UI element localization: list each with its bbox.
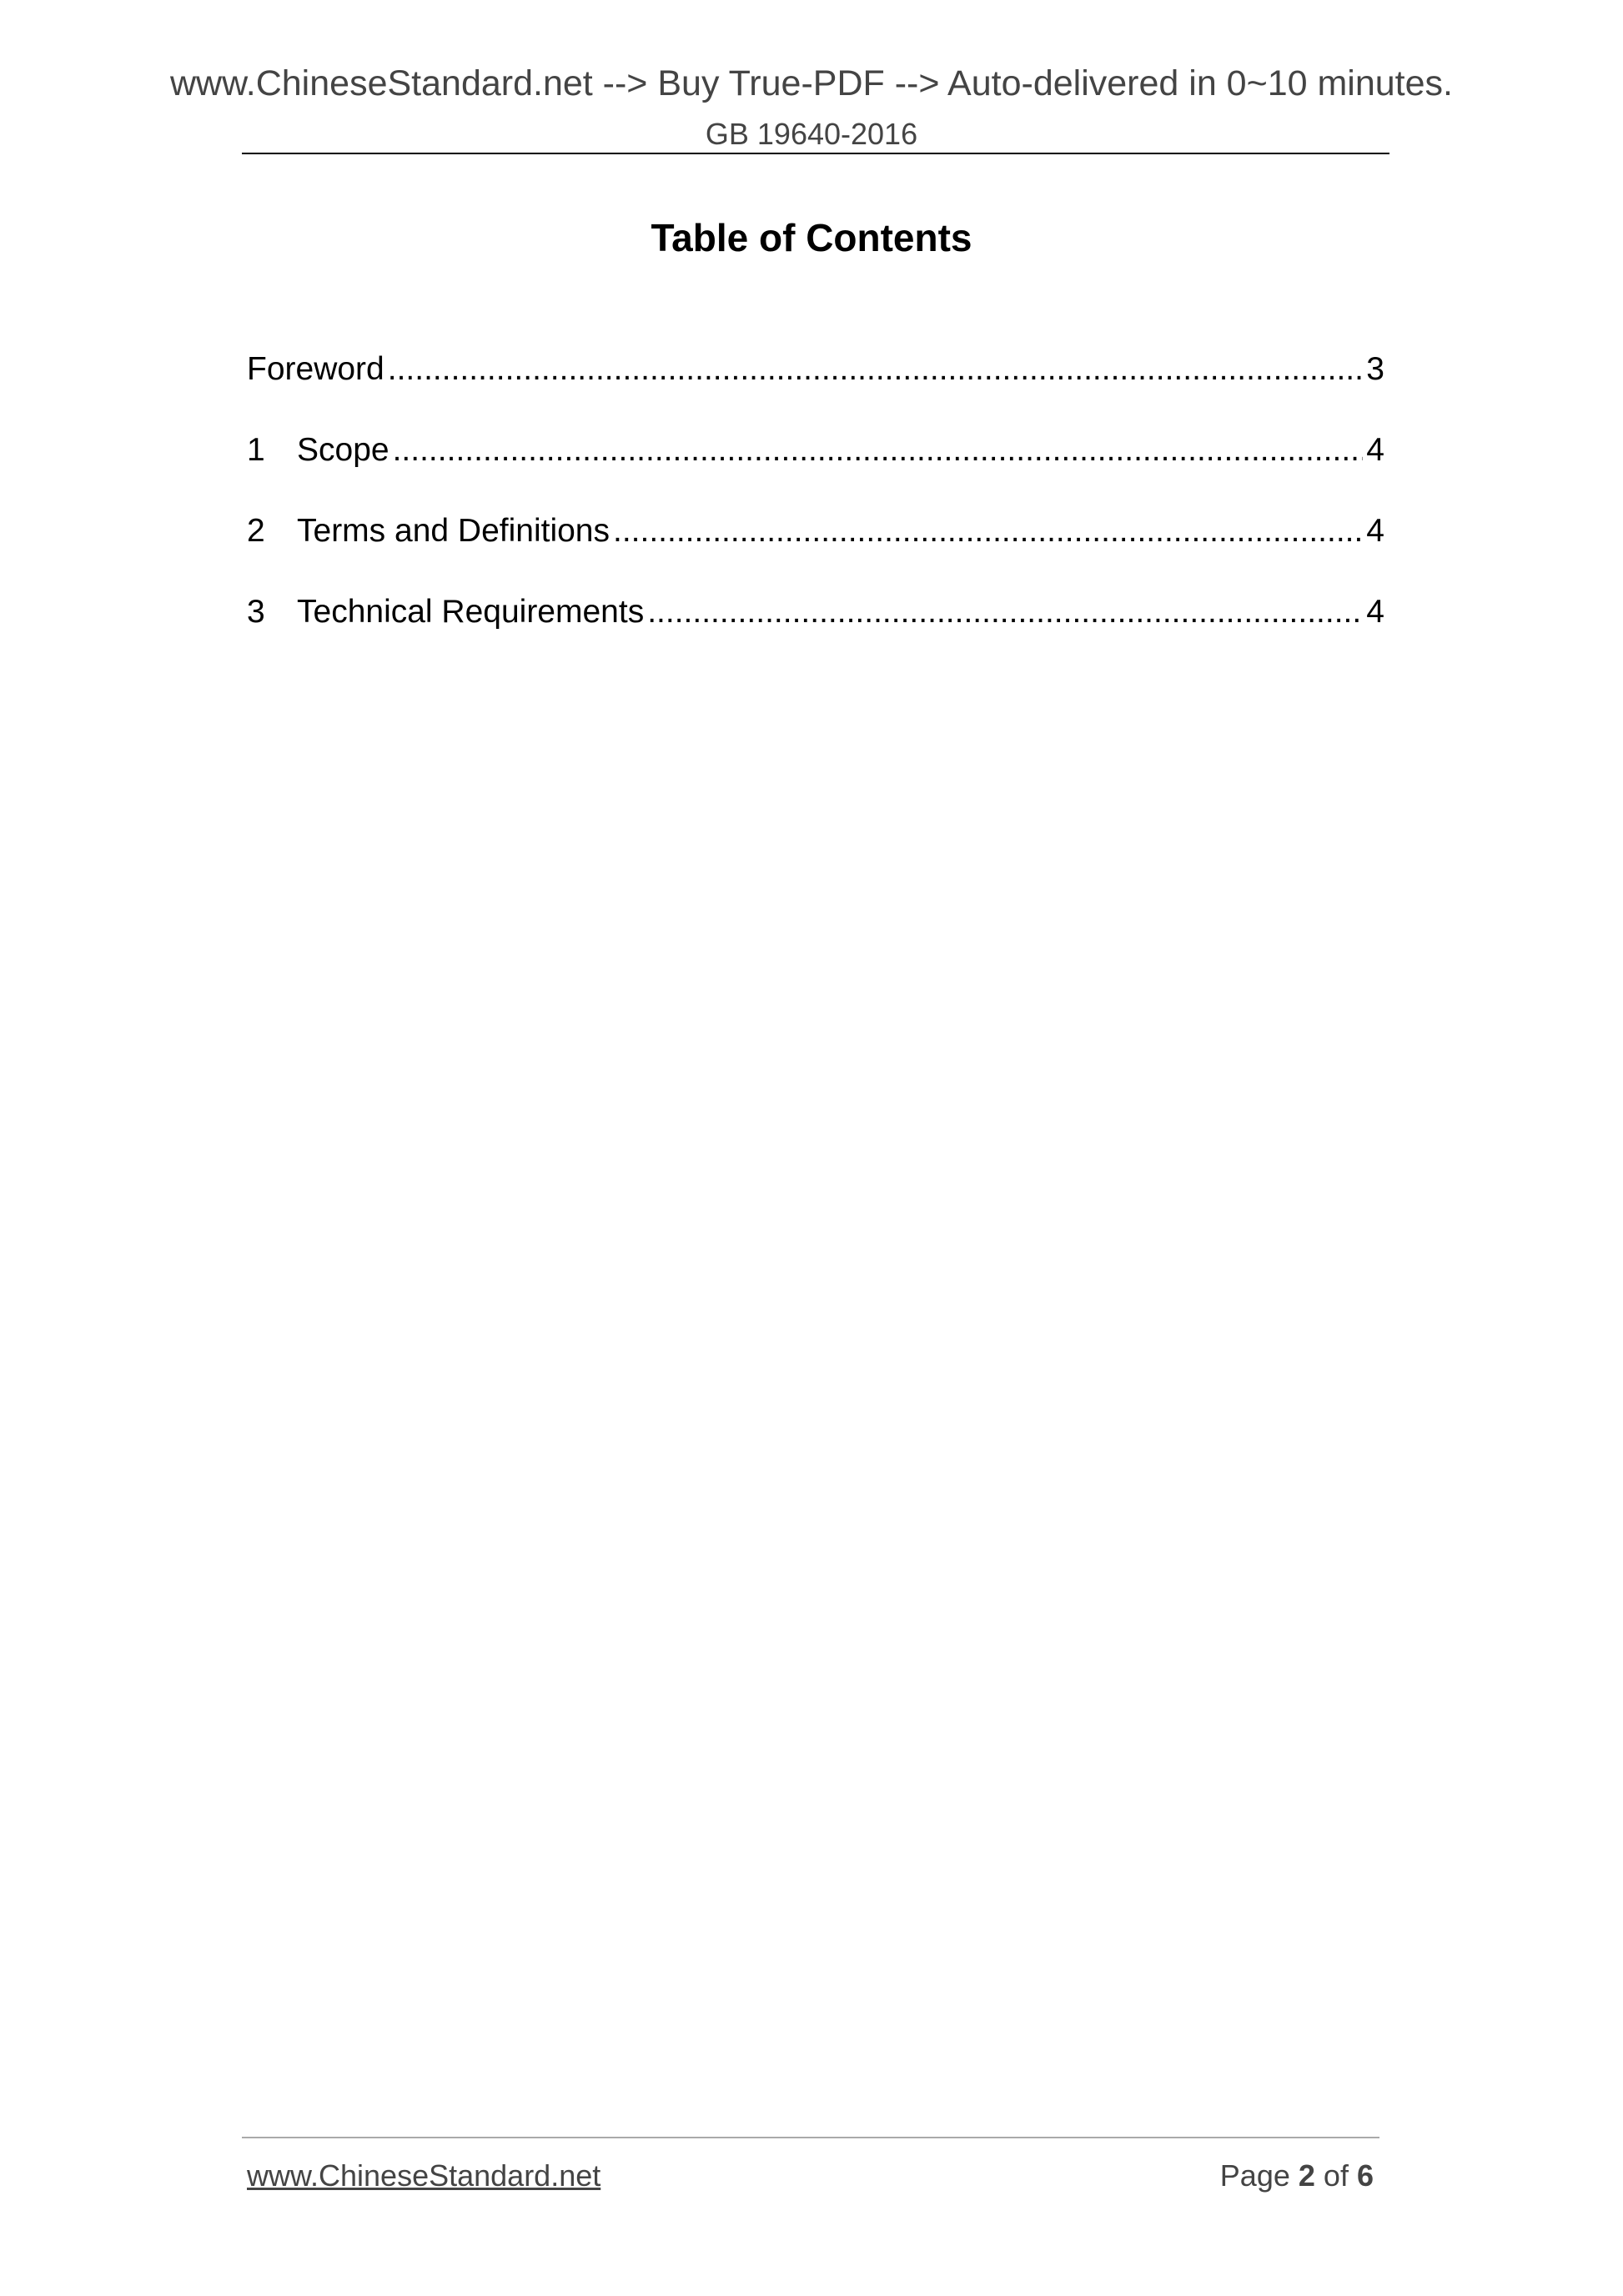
toc-entry-number: 3 bbox=[247, 594, 265, 630]
toc-entry-label: Terms and Definitions bbox=[297, 513, 610, 549]
header-banner: www.ChineseStandard.net --> Buy True-PDF --> Auto-delivered in 0~10 minutes. bbox=[169, 63, 1453, 103]
toc-entry-label: Technical Requirements bbox=[297, 594, 645, 630]
toc-entry-scope[interactable] bbox=[247, 431, 1384, 512]
toc-leader-dots bbox=[393, 431, 1364, 470]
page-of: of bbox=[1323, 2158, 1349, 2193]
footer-divider bbox=[242, 2137, 1379, 2138]
toc-entry-label: Scope bbox=[297, 432, 389, 468]
toc-leader-dots bbox=[388, 350, 1364, 389]
table-of-contents bbox=[247, 350, 1384, 674]
toc-title: Table of Contents bbox=[651, 216, 972, 259]
toc-entry-page: 4 bbox=[1366, 513, 1384, 549]
header-divider bbox=[242, 153, 1389, 154]
toc-entry-number: 1 bbox=[247, 432, 265, 468]
toc-entry-technical-requirements[interactable] bbox=[247, 593, 1384, 674]
page-indicator bbox=[1220, 2158, 1374, 2193]
footer-website-link[interactable]: www.ChineseStandard.net bbox=[247, 2158, 601, 2193]
toc-entry-terms-and-definitions[interactable] bbox=[247, 512, 1384, 593]
toc-entry-label: Foreword bbox=[247, 351, 384, 387]
toc-leader-dots bbox=[613, 512, 1363, 551]
toc-entry-page: 3 bbox=[1366, 351, 1384, 387]
page-total: 6 bbox=[1356, 2158, 1374, 2193]
toc-entry-page: 4 bbox=[1366, 432, 1384, 468]
toc-leader-dots bbox=[647, 593, 1363, 632]
toc-entry-foreword[interactable] bbox=[247, 350, 1384, 431]
toc-entry-page: 4 bbox=[1366, 594, 1384, 630]
standard-code: GB 19640-2016 bbox=[705, 117, 918, 151]
toc-entry-number: 2 bbox=[247, 513, 265, 549]
page-current: 2 bbox=[1298, 2158, 1315, 2193]
page-prefix: Page bbox=[1219, 2158, 1290, 2193]
